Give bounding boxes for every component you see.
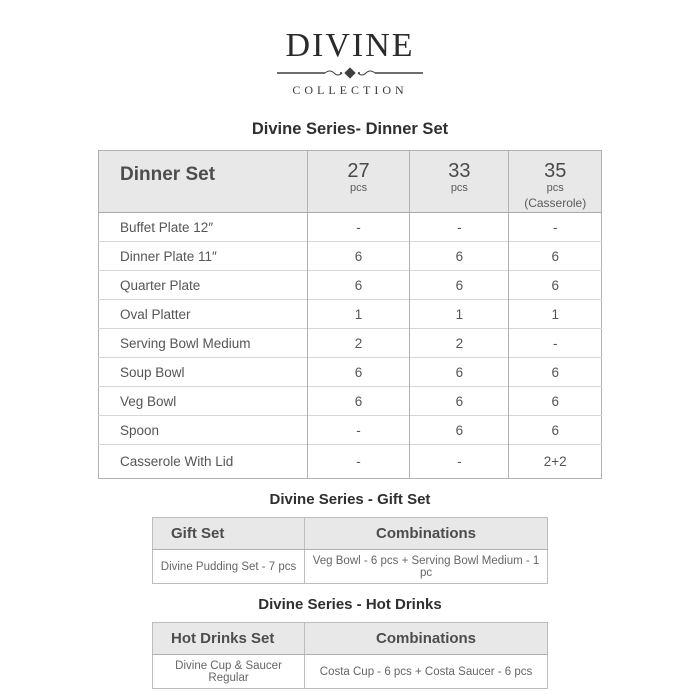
column-note: (Casserole) (524, 196, 587, 210)
gift-set-cell: Divine Pudding Set - 7 pcs (160, 560, 297, 573)
table-row (99, 445, 602, 479)
hot-drinks-combinations-header: Combinations (305, 623, 548, 655)
qty-cell: 2 (307, 329, 410, 358)
qty-cell: 6 (509, 271, 602, 300)
column-count: 27 (347, 160, 370, 182)
gift-combinations-cell: Veg Bowl - 6 pcs + Serving Bowl Medium - 1 pc (305, 550, 548, 584)
item-cell: Veg Bowl (99, 387, 308, 416)
table-row (153, 655, 548, 689)
item-cell: Casserole With Lid (99, 445, 308, 479)
qty-cell: 2+2 (509, 445, 602, 479)
item-cell: Oval Platter (99, 300, 308, 329)
dinner-set-table (98, 150, 602, 479)
dinner-table-header-row (99, 151, 602, 213)
item-cell: Dinner Plate 11″ (99, 242, 308, 271)
qty-cell: - (410, 213, 509, 242)
column-count: 33 (448, 160, 471, 182)
qty-cell: - (307, 416, 410, 445)
table-row (99, 213, 602, 242)
column-unit: pcs (546, 182, 564, 194)
flourish-divider-icon (0, 66, 700, 80)
column-unit: pcs (349, 182, 368, 194)
hot-drinks-section-title: Divine Series - Hot Drinks (258, 596, 442, 613)
qty-cell: 6 (509, 242, 602, 271)
qty-cell: 6 (410, 242, 509, 271)
column-header-33pcs (410, 151, 509, 213)
qty-cell: - (410, 445, 509, 479)
qty-cell: 6 (509, 387, 602, 416)
table-row (99, 387, 602, 416)
table-row (99, 242, 602, 271)
column-count: 35 (544, 160, 567, 182)
qty-cell: 6 (307, 271, 410, 300)
qty-cell: 1 (410, 300, 509, 329)
qty-cell: 6 (509, 416, 602, 445)
table-row (153, 550, 548, 584)
qty-cell: - (509, 213, 602, 242)
qty-cell: 6 (410, 416, 509, 445)
qty-cell: - (509, 329, 602, 358)
qty-cell: 1 (307, 300, 410, 329)
hot-drinks-set-header: Hot Drinks Set (153, 623, 305, 655)
qty-cell: 1 (509, 300, 602, 329)
qty-cell: - (307, 213, 410, 242)
qty-cell: 6 (410, 358, 509, 387)
brand-subtitle: COLLECTION (292, 83, 408, 97)
qty-cell: 6 (410, 387, 509, 416)
gift-combinations-header: Combinations (305, 518, 548, 550)
brand-name: DIVINE (285, 27, 415, 64)
table-row (99, 358, 602, 387)
table-row (99, 271, 602, 300)
qty-cell: 6 (307, 387, 410, 416)
table-row (99, 300, 602, 329)
hot-drinks-table-header-row (153, 623, 548, 655)
gift-set-table (152, 517, 548, 584)
qty-cell: 6 (307, 358, 410, 387)
item-cell: Soup Bowl (99, 358, 308, 387)
gift-set-header: Gift Set (153, 518, 305, 550)
gift-table-header-row (153, 518, 548, 550)
item-cell: Serving Bowl Medium (99, 329, 308, 358)
item-cell: Quarter Plate (99, 271, 308, 300)
hot-drinks-combinations-cell: Costa Cup - 6 pcs + Costa Saucer - 6 pcs (305, 655, 548, 689)
brand-logo (0, 0, 700, 98)
qty-cell: 6 (410, 271, 509, 300)
qty-cell: 6 (307, 242, 410, 271)
dinner-set-header-label: Dinner Set (99, 151, 308, 213)
dinner-section-title: Divine Series- Dinner Set (251, 120, 449, 138)
table-row (99, 416, 602, 445)
qty-cell: 6 (509, 358, 602, 387)
column-header-35pcs (509, 151, 602, 213)
gift-section-title: Divine Series - Gift Set (269, 491, 431, 508)
item-cell: Buffet Plate 12″ (99, 213, 308, 242)
hot-drinks-table (152, 622, 548, 689)
table-row (99, 329, 602, 358)
item-cell: Spoon (99, 416, 308, 445)
column-unit: pcs (450, 182, 468, 194)
hot-drinks-set-cell: Divine Cup & Saucer Regular (175, 659, 282, 684)
column-header-27pcs (307, 151, 410, 213)
qty-cell: - (307, 445, 410, 479)
qty-cell: 2 (410, 329, 509, 358)
